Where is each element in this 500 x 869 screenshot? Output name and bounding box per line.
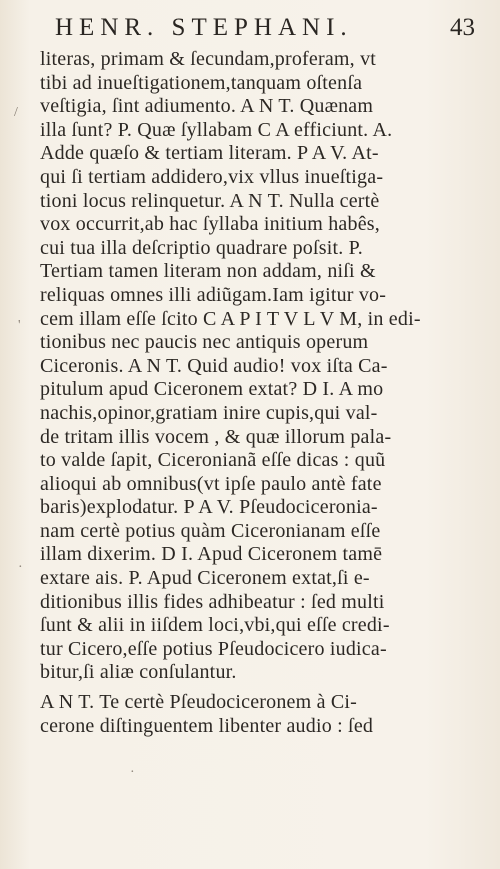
margin-mark: ' bbox=[18, 318, 21, 333]
text-line: Ciceronis. A N T. Quid audio! vox iſta Ca- bbox=[40, 354, 388, 377]
page-number: 43 bbox=[450, 14, 475, 41]
text-line: veſtigia, ſint adiumento. A N T. Quænam bbox=[40, 95, 374, 118]
running-head bbox=[55, 10, 475, 46]
text-line: alioqui ab omnibus(vt ipſe paulo antè fate bbox=[40, 472, 382, 495]
text-line: tionibus nec paucis nec antiquis operum bbox=[40, 331, 369, 354]
text-line: tibi ad inueſtigationem,tanquam oſtenſa bbox=[40, 71, 363, 94]
text-line: to valde ſapit, Ciceronianã eſſe dicas : quũ bbox=[40, 449, 386, 472]
text-line: de tritam illis vocem , & quæ illorum pala- bbox=[40, 425, 392, 448]
text-line: ſunt & alii in iiſdem loci,vbi,qui eſſe credi- bbox=[40, 614, 390, 637]
text-line: nachis,opinor,gratiam inire cupis,qui val- bbox=[40, 401, 378, 424]
text-line: ditionibus illis fides adhibeatur : ſed multi bbox=[40, 590, 385, 613]
text-line: Tertiam tamen literam non addam, niſi & bbox=[40, 260, 376, 283]
text-line: cem illam eſſe ſcito C A P I T V L V M, in edi- bbox=[40, 307, 421, 330]
text-line: tur Cicero,eſſe potius Pſeudocicero iudica- bbox=[40, 637, 387, 660]
text-line: reliquas omnes illi adiũgam.Iam igitur vo- bbox=[40, 283, 387, 306]
body-text bbox=[40, 48, 480, 738]
text-line: qui ſi tertiam addidero,vix vllus inueſtiga- bbox=[40, 165, 384, 188]
margin-mark: / bbox=[14, 105, 18, 120]
text-line: vox occurrit,ab hac ſyllaba initium habês, bbox=[40, 213, 380, 236]
margin-mark: · bbox=[130, 765, 135, 780]
text-line: A N T. Te certè Pſeudociceronem à Ci- bbox=[40, 691, 358, 714]
running-title: HENR. STEPHANI. bbox=[55, 14, 353, 41]
text-line: baris)explodatur. P A V. Pſeudociceronia- bbox=[40, 496, 378, 519]
text-line: cerone diſtinguentem libenter audio : ſed bbox=[40, 714, 374, 737]
text-line: literas, primam & ſecundam,proferam, vt bbox=[40, 48, 377, 70]
text-line: illam dixerim. D I. Apud Ciceronem tamē bbox=[40, 543, 383, 566]
text-line: illa ſunt? P. Quæ ſyllabam C A efficiunt. A. bbox=[40, 118, 393, 141]
text-line: nam certè potius quàm Ciceronianam eſſe bbox=[40, 519, 381, 542]
text-line: pitulum apud Ciceronem extat? D I. A mo bbox=[40, 378, 384, 401]
text-line: Adde quæſo & tertiam literam. P A V. At- bbox=[40, 142, 379, 165]
text-line: tioni locus relinquetur. A N T. Nulla certè bbox=[40, 189, 380, 212]
text-line: cui tua illa deſcriptio quadrare poſsit. P. bbox=[40, 236, 363, 259]
margin-mark: · bbox=[18, 560, 23, 575]
text-line: bitur,ſi aliæ conſulantur. bbox=[40, 661, 237, 684]
text-line: extare ais. P. Apud Ciceronem extat,ſi e- bbox=[40, 567, 370, 590]
